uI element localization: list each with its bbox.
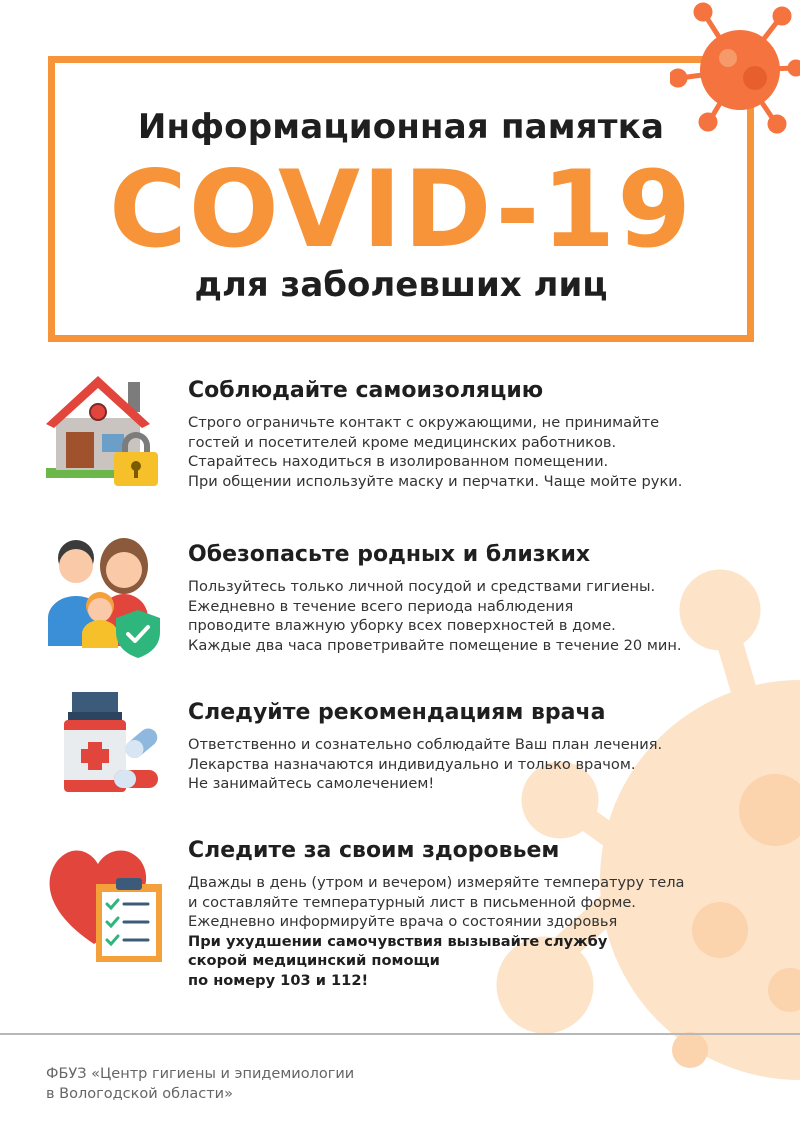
header-headline: COVID-19: [109, 148, 693, 271]
emergency-line: по номеру 103 и 112!: [188, 971, 369, 989]
house-lock-icon: [42, 372, 164, 494]
body-line: Старайтесь находиться в изолированном помещении.: [188, 453, 609, 470]
section-title: Обезопасьте родных и близких: [188, 542, 591, 567]
footer-divider: [0, 1033, 800, 1035]
emergency-line: При ухудшении самочувствия вызывайте службу: [188, 932, 608, 950]
body-line: и составляйте температурный лист в письменной форме.: [188, 893, 636, 911]
section-body: [188, 577, 768, 655]
section-title: Следите за своим здоровьем: [188, 838, 560, 863]
body-line: гостей и посетителей кроме медицинских работников.: [188, 433, 617, 451]
body-line: Каждые два часа проветривайте помещение в течение 20 мин.: [188, 636, 682, 654]
section-title: Следуйте рекомендациям врача: [188, 700, 606, 725]
family-shield-icon: [42, 536, 164, 658]
medicine-pills-icon: [42, 690, 164, 812]
section-body: [188, 873, 768, 990]
section-body: [188, 735, 768, 794]
body-line: Ежедневно информируйте врача о состоянии здоровья: [188, 913, 618, 930]
footer: [46, 1064, 354, 1104]
body-line: Дважды в день (утром и вечером) измеряйте температуру тела: [188, 874, 685, 891]
body-line: Лекарства назначаются индивидуально и только врачом.: [188, 755, 636, 773]
virus-icon: [670, 0, 800, 140]
section-title: Соблюдайте самоизоляцию: [188, 378, 544, 403]
section-body: [188, 413, 768, 491]
header-subtitle: для заболевших лиц: [194, 265, 608, 305]
footer-line: в Вологодской области»: [46, 1086, 233, 1102]
header-title: Информационная памятка: [137, 107, 665, 147]
emergency-line: скорой медицинский помощи: [188, 952, 440, 969]
footer-line: ФБУЗ «Центр гигиены и эпидемиологии: [46, 1066, 355, 1082]
body-line: проводите влажную уборку всех поверхностей в доме.: [188, 617, 616, 634]
body-line: Строго ограничьте контакт с окружающими, не принимайте: [188, 414, 660, 431]
header-frame: [48, 56, 754, 342]
body-line: При общении используйте маску и перчатки. Чаще мойте руки.: [188, 472, 683, 490]
body-line: Ежедневно в течение всего периода наблюдения: [188, 597, 574, 615]
heart-checklist-icon: [42, 840, 164, 962]
body-line: Ответственно и сознательно соблюдайте Ваш план лечения.: [188, 736, 663, 753]
body-line: Пользуйтесь только личной посудой и средствами гигиены.: [188, 578, 656, 595]
body-line: Не занимайтесь самолечением!: [188, 775, 435, 792]
